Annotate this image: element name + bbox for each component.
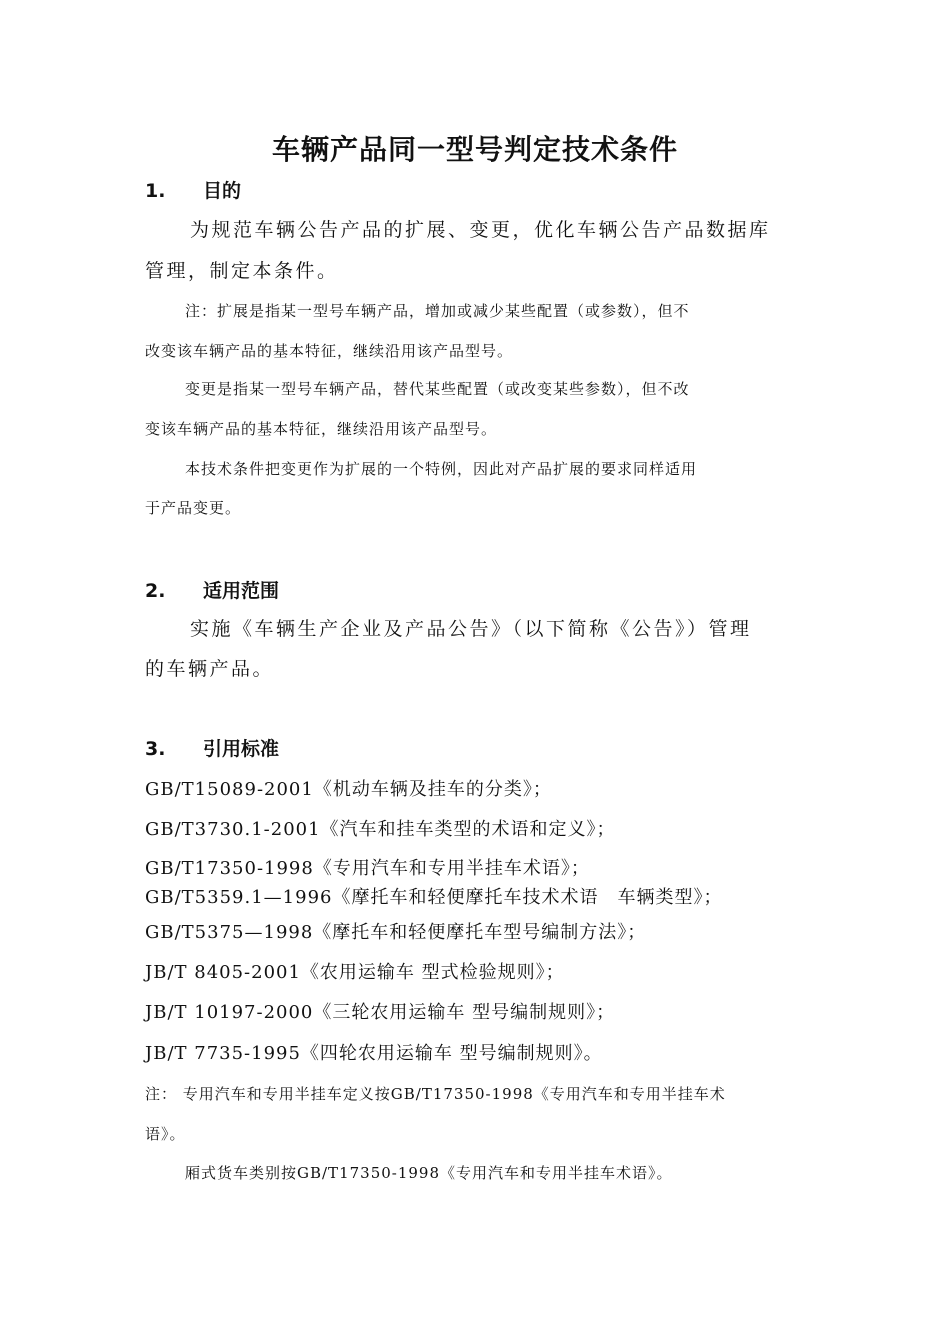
section-number: 3. — [145, 738, 166, 760]
note-line: 本技术条件把变更作为扩展的一个特例，因此对产品扩展的要求同样适用 — [185, 460, 698, 478]
paragraph-line: 实施《车辆生产企业及产品公告》（以下简称《公告》）管理 — [190, 618, 752, 640]
standard-reference: GB/T3730.1-2001《汽车和挂车类型的术语和定义》； — [145, 819, 616, 840]
note-line: 注： 专用汽车和专用半挂车定义按GB/T17350-1998《专用汽车和专用半挂车术 — [145, 1085, 726, 1103]
standard-reference: GB/T15089-2001《机动车辆及挂车的分类》； — [145, 779, 552, 800]
paragraph-line: 为规范车辆公告产品的扩展、变更，优化车辆公告产品数据库 — [190, 219, 771, 241]
section-number: 1. — [145, 180, 166, 202]
document-title: 车辆产品同一型号判定技术条件 — [271, 133, 678, 166]
section-1-heading — [145, 176, 241, 203]
section-title: 引用标准 — [203, 738, 280, 760]
note-line: 变该车辆产品的基本特征，继续沿用该产品型号。 — [145, 420, 498, 438]
section-2-heading — [145, 576, 279, 603]
standard-reference: JB/T 10197-2000《三轮农用运输车 型号编制规则》； — [145, 1002, 616, 1023]
section-3-heading — [145, 734, 279, 761]
note-line: 于产品变更。 — [145, 499, 242, 517]
section-title: 适用范围 — [203, 580, 280, 602]
note-line: 改变该车辆产品的基本特征，继续沿用该产品型号。 — [145, 342, 514, 360]
standard-reference: JB/T 8405-2001《农用运输车 型式检验规则》； — [145, 962, 565, 983]
paragraph-line: 管理，制定本条件。 — [145, 260, 339, 282]
paragraph-line: 的车辆产品。 — [145, 658, 275, 680]
section-number: 2. — [145, 580, 166, 602]
note-line: 厢式货车类别按GB/T17350-1998《专用汽车和专用半挂车术语》。 — [185, 1164, 673, 1182]
note-line: 语》。 — [145, 1125, 186, 1143]
standard-reference: JB/T 7735-1995《四轮农用运输车 型号编制规则》。 — [145, 1043, 603, 1064]
standard-reference: GB/T5375—1998《摩托车和轻便摩托车型号编制方法》； — [145, 922, 647, 943]
note-line: 注：扩展是指某一型号车辆产品，增加或减少某些配置（或参数），但不 — [185, 302, 690, 320]
standard-reference: GB/T17350-1998《专用汽车和专用半挂车术语》； — [145, 858, 590, 879]
standard-reference: GB/T5359.1—1996《摩托车和轻便摩托车技术术语 车辆类型》； — [145, 887, 723, 908]
note-line: 变更是指某一型号车辆产品，替代某些配置（或改变某些参数），但不改 — [185, 380, 690, 398]
section-title: 目的 — [203, 180, 242, 202]
